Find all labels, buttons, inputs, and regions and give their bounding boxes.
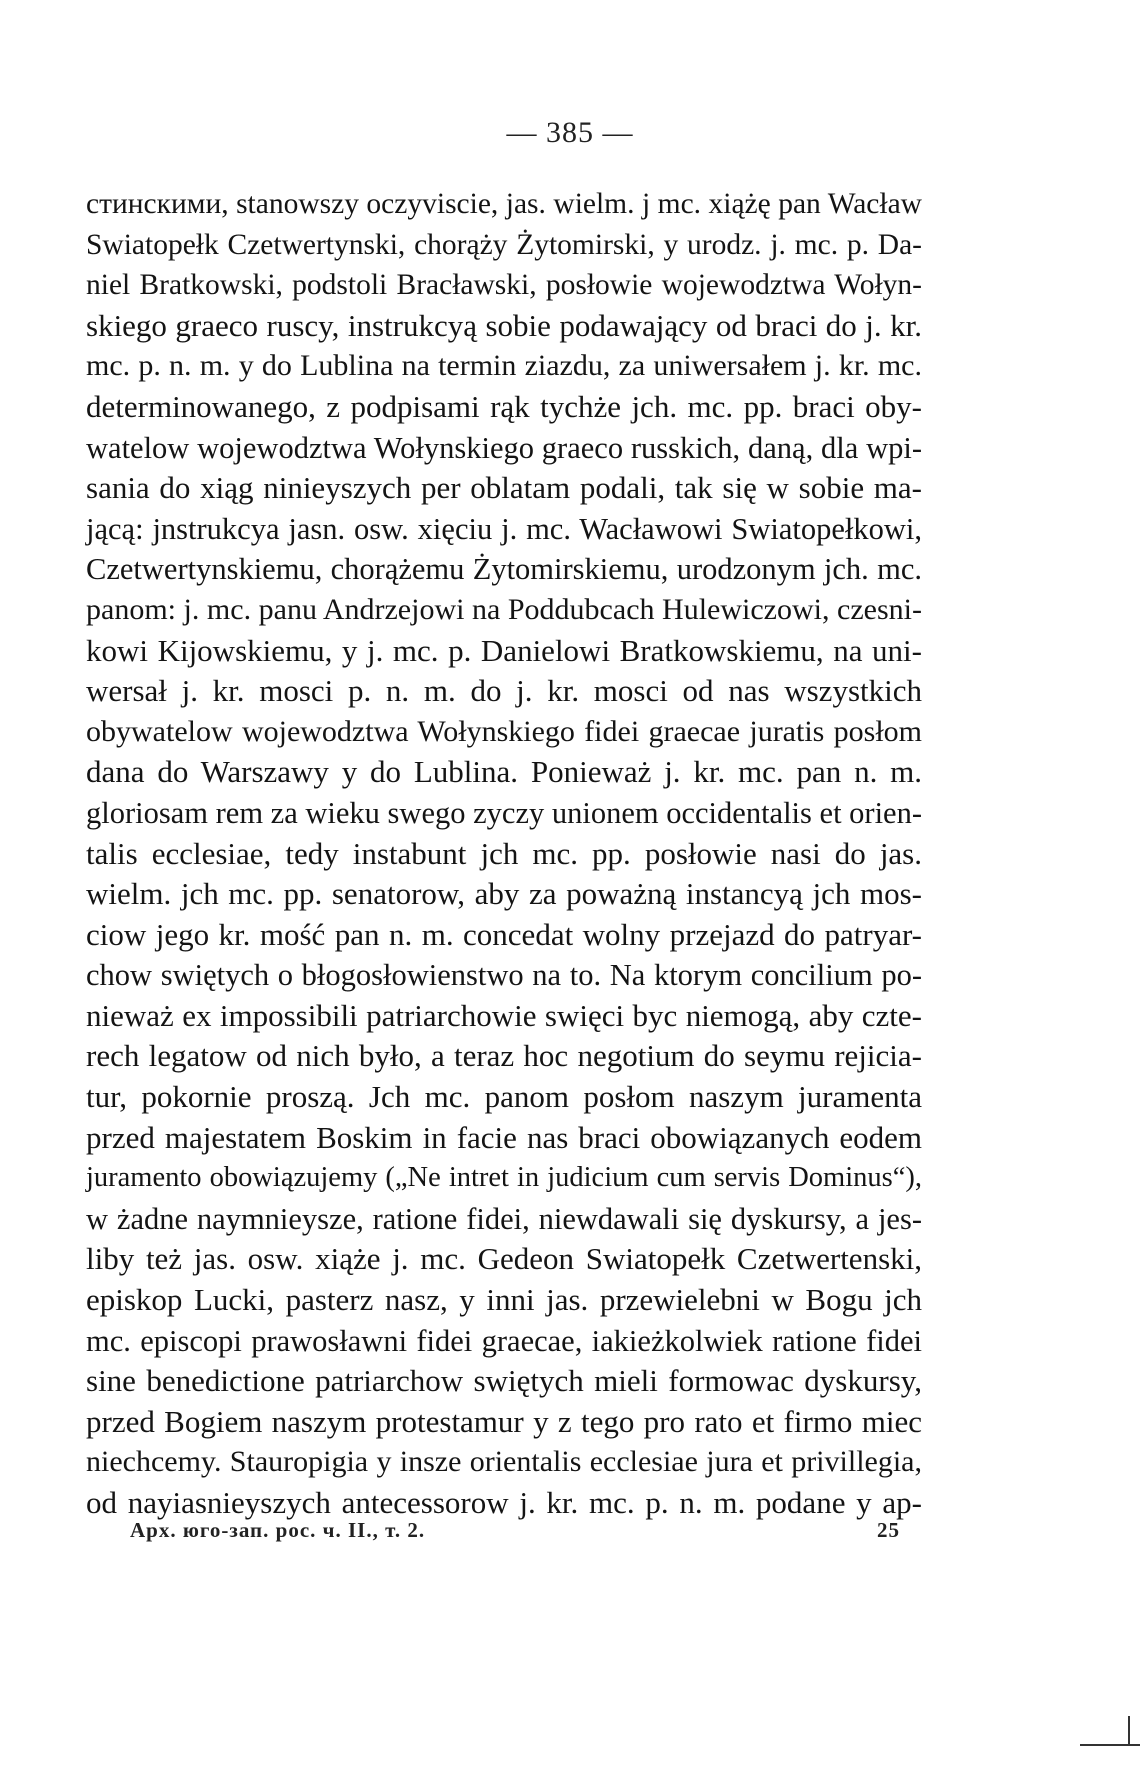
text-line: liby też jas. osw. xiąże j. mc. Gedeon Swiatopełk Czetwertenski, (86, 1241, 922, 1277)
text-line: chow swiętych o błogosłowienstwo na to. Na ktorym concilium po- (86, 958, 922, 993)
text-line: sania do xiąg ninieyszych per oblatam podali, tak się w sobie ma- (86, 470, 922, 506)
text-line: obywatelow wojewodztwa Wołynskiego fidei graecae juratis posłom (86, 714, 922, 748)
text-line: sine benedictione patriarchow swiętych mieli formowac dyskursy, (86, 1363, 922, 1399)
text-line: nieważ ex impossibili patriarchowie swięci byc niemogą, aby czte- (86, 997, 922, 1033)
scan-edge-mark (1080, 1738, 1140, 1748)
footer-sheet-number: 25 (877, 1518, 900, 1542)
text-line: wersał j. kr. mosci p. n. m. do j. kr. mosci od nas wszystkich (86, 673, 922, 709)
text-line: niel Bratkowski, podstoli Bracławski, posłowie wojewodztwa Wołyn- (86, 269, 922, 302)
text-line: w żadne naymnieysze, ratione fidei, niewdawali się dyskursy, a jes- (86, 1201, 922, 1236)
body-text (86, 184, 922, 1524)
text-line: panom: j. mc. panu Andrzejowi na Poddubcach Hulewiczowi, czesni- (86, 592, 922, 626)
text-line: jącą: jnstrukcya jasn. osw. xięciu j. mc. Wacławowi Swiatopełkowi, (86, 511, 922, 546)
text-line: Czetwertynskiemu, chorążemu Żytomirskiemu, urodzonym jch. mc. (86, 552, 922, 587)
footer-signature: Арх. юго-зап. рос. ч. II., т. 2. (130, 1518, 426, 1542)
text-line: kowi Kijowskiemu, y j. mc. p. Danielowi Bratkowskiemu, na uni- (86, 632, 922, 668)
text-line: watelow wojewodztwa Wołynskiego graeco russkich, daną, dla wpi- (86, 430, 922, 465)
edge-bar (1080, 1744, 1140, 1746)
text-line: mc. p. n. m. y do Lublina na termin ziazdu, za uniwersałem j. kr. mc. (86, 349, 922, 383)
text-line: skiego graeco ruscy, instrukcyą sobie podawający od braci do j. kr. (86, 307, 922, 343)
text-line: przed Bogiem naszym protestamur y z tego pro rato et firmo miec (86, 1403, 922, 1439)
text-line: determinowanego, z podpisami rąk tychże jch. mc. pp. braci oby- (86, 388, 922, 424)
page-number: — 385 — (506, 116, 634, 149)
edge-tick (1128, 1716, 1130, 1746)
text-line: gloriosam rem za wieku swego zyczy unionem occidentalis et orien- (86, 795, 922, 830)
text-line: niechcemy. Stauropigia y insze orientalis ecclesiae jura et privillegia, (86, 1445, 922, 1479)
text-line: ciow jego kr. mość pan n. m. concedat wolny przejazd do patryar- (86, 916, 922, 952)
text-line: стинскими, stanowszy oczyviscie, jas. wielm. j mc. xiążę pan Wacław (86, 188, 922, 220)
text-line: tur, pokornie proszą. Jch mc. panom posłom naszym juramenta (86, 1079, 922, 1115)
text-line: Swiatopełk Czetwertynski, chorąży Żytomirski, y urodz. j. mc. p. Da- (86, 228, 922, 261)
text-line: talis ecclesiae, tedy instabunt jch mc. pp. posłowie nasi do jas. (86, 835, 922, 871)
text-line: mc. episcopi prawosławni fidei graecae, iakieżkolwiek ratione fidei (86, 1323, 922, 1358)
text-line: od nayiasnieyszych antecessorow j. kr. mc. p. n. m. podane y ap- (86, 1485, 922, 1520)
text-line: dana do Warszawy y do Lublina. Ponieważ j. kr. mc. pan n. m. (86, 754, 922, 790)
text-line: rech legatow od nich było, a teraz hoc negotium do seymu rejicia- (86, 1038, 922, 1074)
text-line: juramento obowiązujemy („Ne intret in judicium cum servis Dominus“), (86, 1162, 922, 1194)
text-line: wielm. jch mc. pp. senatorow, aby za poważną instancyą jch mos- (86, 876, 922, 912)
text-line: przed majestatem Boskim in facie nas braci obowiązanych eodem (86, 1119, 922, 1155)
text-line: episkop Lucki, pasterz nasz, y inni jas. przewielebni w Bogu jch (86, 1282, 922, 1318)
